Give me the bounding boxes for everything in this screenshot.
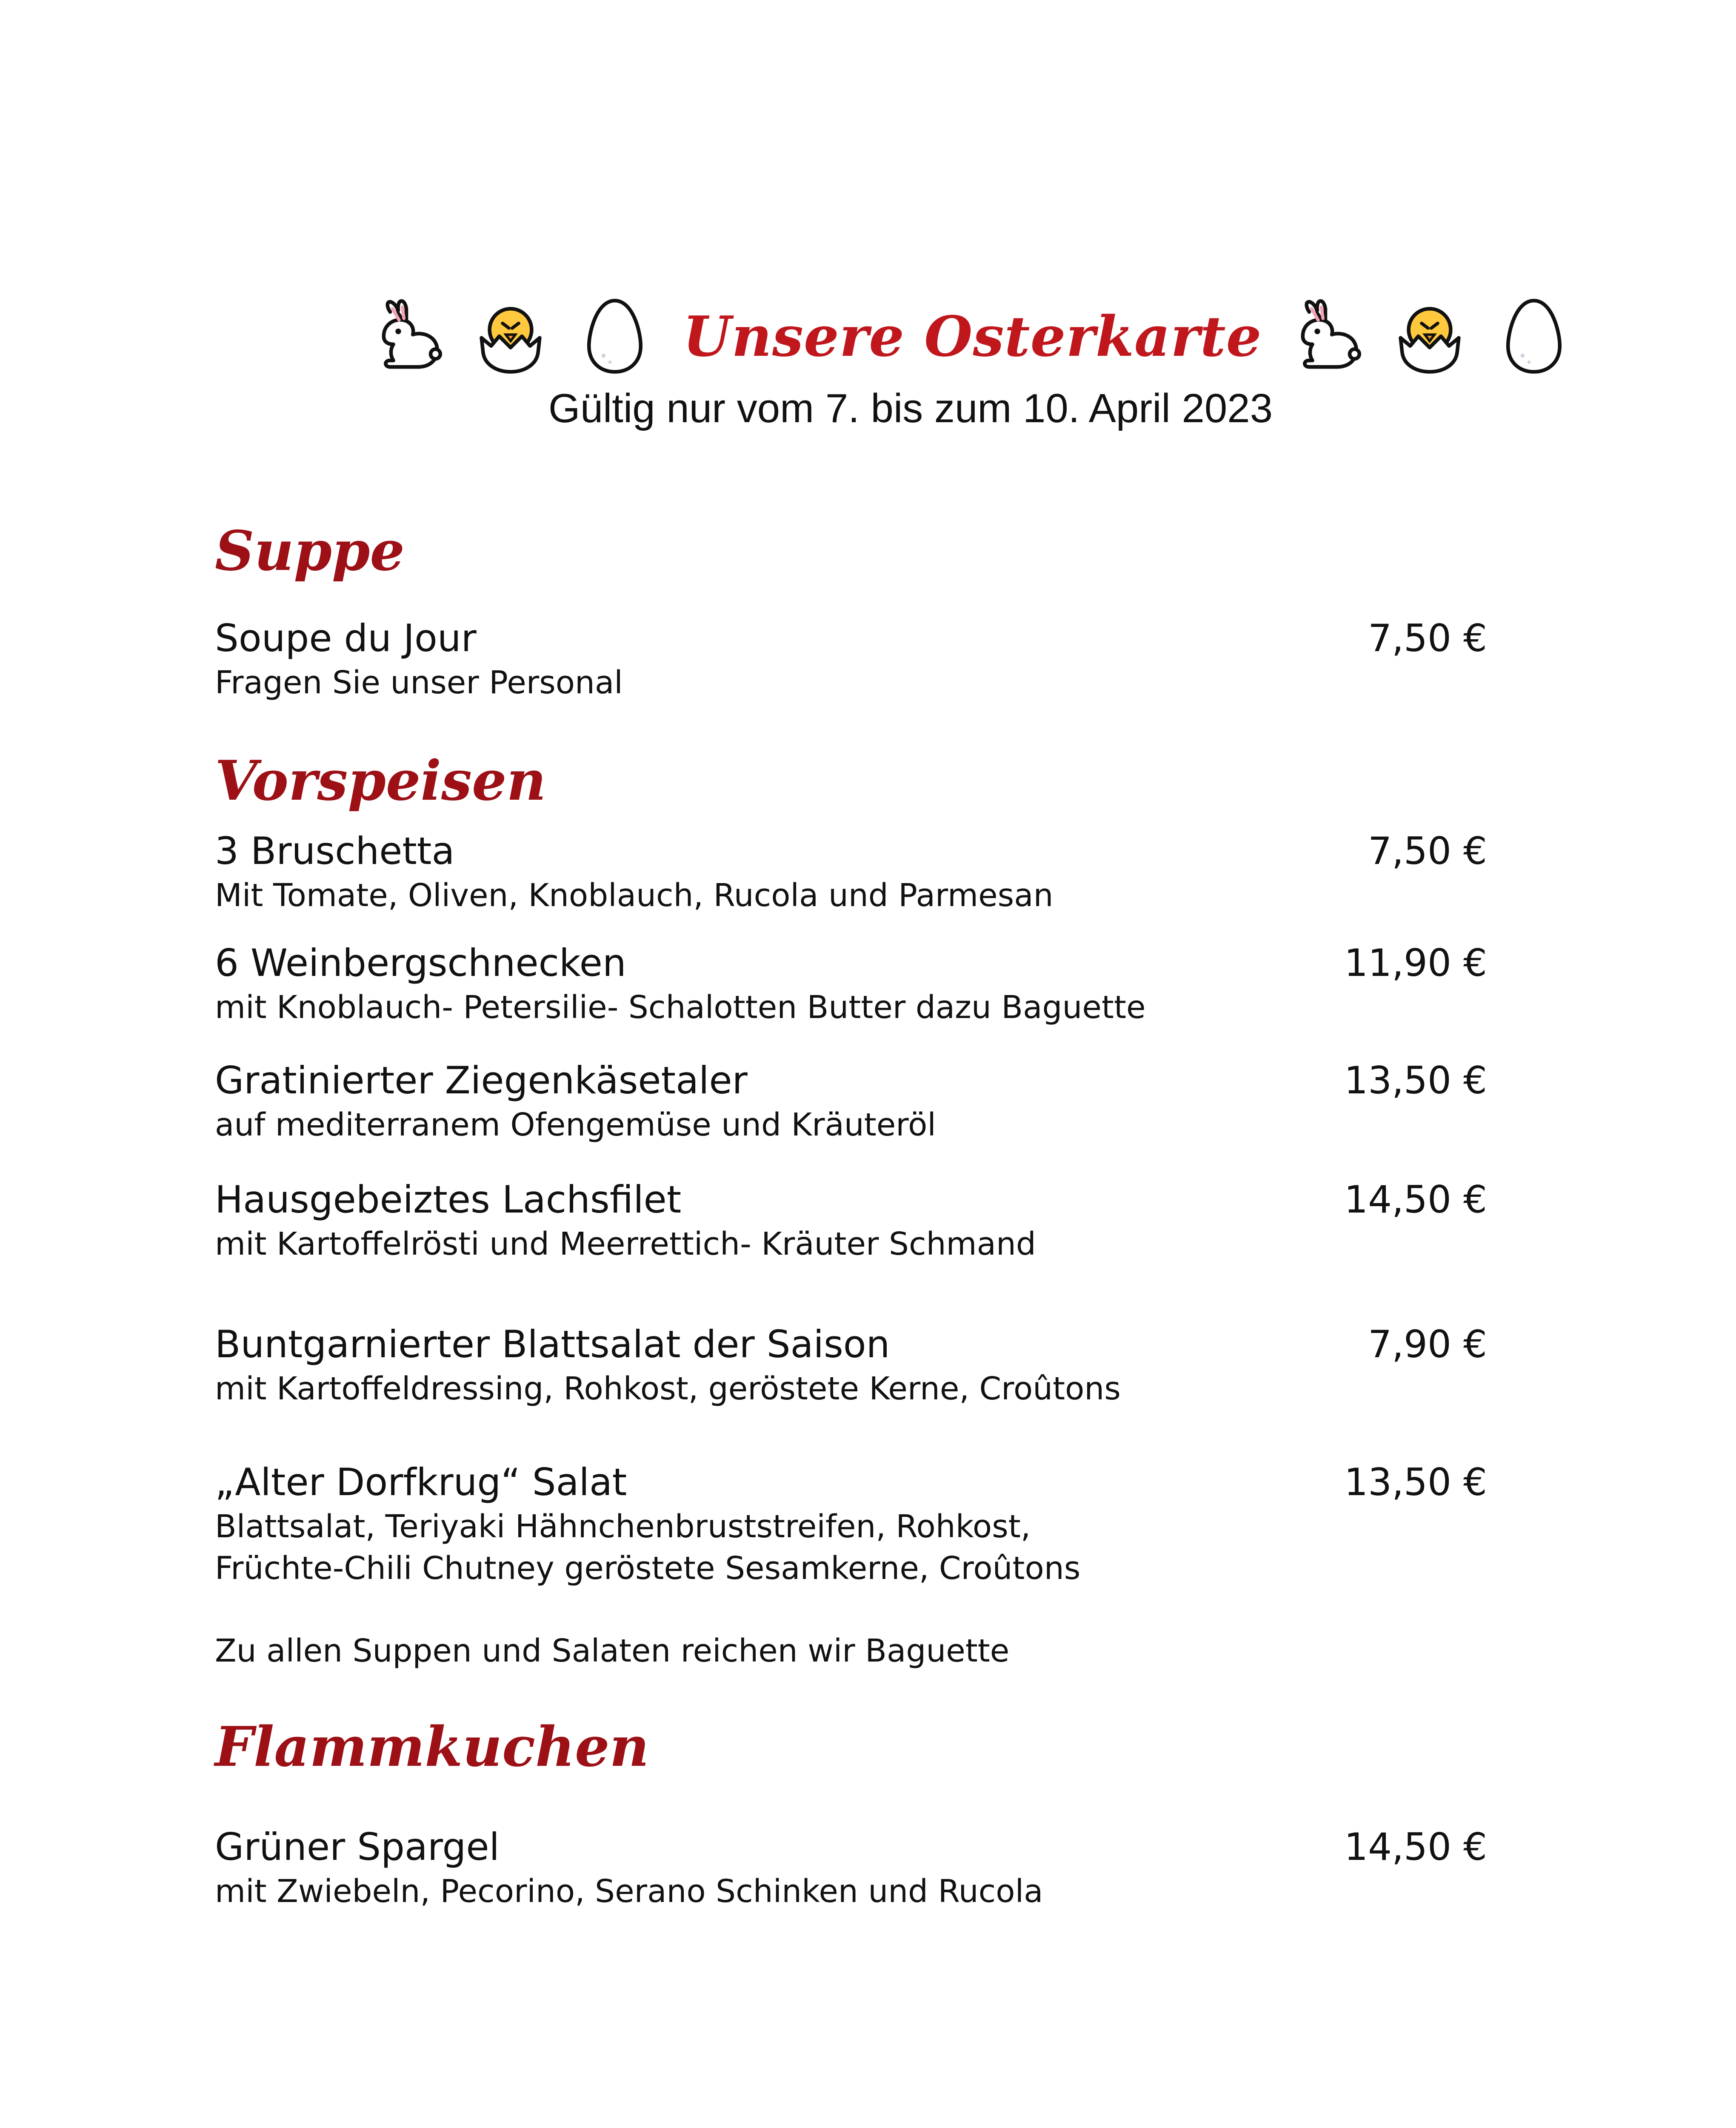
item-name: 6 Weinbergschnecken xyxy=(215,941,626,985)
item-name: „Alter Dorfkrug“ Salat xyxy=(215,1460,627,1504)
menu-header xyxy=(0,272,1736,400)
section-title-suppe: Suppe xyxy=(215,519,405,583)
section-title-flammkuchen: Flammkuchen xyxy=(215,1715,649,1779)
item-description: Früchte-Chili Chutney geröstete Sesamkerne, Croûtons xyxy=(215,1550,1081,1587)
item-price: 7,90 € xyxy=(1368,1322,1487,1366)
menu-item-bruschetta xyxy=(215,828,1487,916)
item-description: mit Kartoffelrösti und Meerrettich- Kräuter Schmand xyxy=(215,1226,1036,1262)
validity-subtitle: Gültig nur vom 7. bis zum 10. April 2023 xyxy=(548,386,1273,431)
egg-icon xyxy=(574,296,655,377)
hatching-chick-icon xyxy=(1389,296,1470,377)
item-price: 13,50 € xyxy=(1344,1058,1487,1102)
item-price: 13,50 € xyxy=(1344,1460,1487,1504)
section-title-vorspeisen: Vorspeisen xyxy=(215,749,546,813)
hatching-chick-icon xyxy=(470,296,551,377)
item-name: Soupe du Jour xyxy=(215,616,477,660)
item-description: Mit Tomate, Oliven, Knoblauch, Rucola und Parmesan xyxy=(215,877,1054,914)
item-description: mit Knoblauch- Petersilie- Schalotten Butter dazu Baguette xyxy=(215,989,1146,1026)
item-price: 7,50 € xyxy=(1368,829,1487,873)
menu-item-dorfkrug-salat xyxy=(215,1459,1487,1589)
menu-item-lachsfilet xyxy=(215,1176,1487,1265)
item-price: 7,50 € xyxy=(1368,616,1487,660)
baguette-note: Zu allen Suppen und Salaten reichen wir Baguette xyxy=(215,1633,1010,1669)
item-description: mit Zwiebeln, Pecorino, Serano Schinken und Rucola xyxy=(215,1873,1043,1910)
item-name: Grüner Spargel xyxy=(215,1825,500,1869)
item-description: auf mediterranem Ofengemüse und Kräuteröl xyxy=(215,1107,936,1143)
item-price: 14,50 € xyxy=(1344,1178,1487,1221)
menu-item-blattsalat xyxy=(215,1321,1487,1410)
menu-title: Unsere Osterkarte xyxy=(683,303,1262,369)
menu-item-ziegenkaesetaler xyxy=(215,1057,1487,1146)
item-price: 14,50 € xyxy=(1344,1825,1487,1869)
item-price: 11,90 € xyxy=(1344,941,1487,985)
rabbit-icon xyxy=(366,296,447,377)
rabbit-icon xyxy=(1285,296,1366,377)
egg-icon xyxy=(1493,296,1574,377)
item-name: Gratinierter Ziegenkäsetaler xyxy=(215,1058,748,1102)
item-name: Hausgebeiztes Lachsfilet xyxy=(215,1178,682,1221)
item-name: Buntgarnierter Blattsalat der Saison xyxy=(215,1322,890,1366)
item-description: Fragen Sie unser Personal xyxy=(215,664,623,701)
menu-item-gruener-spargel xyxy=(215,1824,1487,1912)
item-description: mit Kartoffeldressing, Rohkost, geröstete Kerne, Croûtons xyxy=(215,1370,1121,1407)
title-row xyxy=(366,289,1598,383)
menu-item-weinbergschnecken xyxy=(215,940,1487,1028)
item-description: Blattsalat, Teriyaki Hähnchenbruststreifen, Rohkost, xyxy=(215,1508,1031,1545)
item-name: 3 Bruschetta xyxy=(215,829,455,873)
menu-item-soupe-du-jour xyxy=(215,615,1487,704)
